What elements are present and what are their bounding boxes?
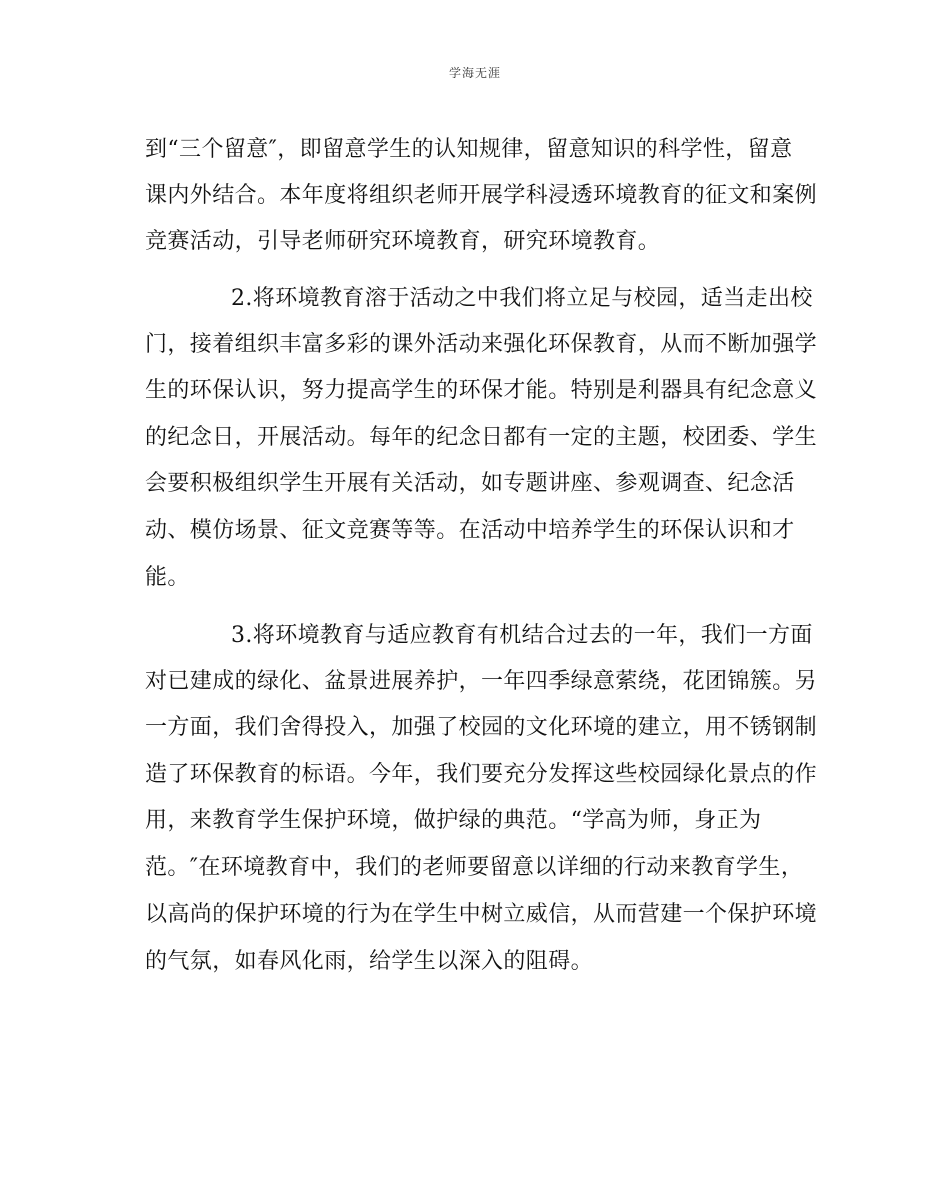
page-header: 学海无涯 [448,66,501,80]
text-line: 会要积极组织学生开展有关活动，如专题讲座、参观调查、纪念活 [145,471,795,496]
text-line: 以高尚的保护环境的行为在学生中树立威信，从而营建一个保护环境 [145,902,818,927]
text-line: 一方面，我们舍得投入，加强了校园的文化环境的建立，用不锈钢制 [145,715,818,740]
text-line: 门，接着组织丰富多彩的课外活动来强化环保教育，从而不断加强学 [145,332,818,357]
text-line: 范。″在环境教育中，我们的老师要留意以详细的行动来教育学生， [145,855,804,880]
text-line: 到“三个留意″，即留意学生的认知规律，留意知识的科学性，留意 [145,137,793,162]
text-line: 造了环保教育的标语。今年，我们要充分发挥这些校园绿化景点的作 [145,762,818,787]
text-line: 的纪念日，开展活动。每年的纪念日都有一定的主题，校团委、学生 [145,425,818,450]
text-line: 课内外结合。本年度将组织老师开展学科浸透环境教育的征文和案例 [145,183,818,208]
text-line: 生的环保认识，努力提高学生的环保才能。特别是利器具有纪念意义 [145,378,818,403]
text-line: 的气氛，如春风化雨，给学生以深入的阻碍。 [145,949,594,974]
text-line: 对已建成的绿化、盆景进展养护，一年四季绿意萦绕，花团锦簇。另 [145,669,818,694]
paragraph-3-start: 3.将环境教育与适应教育有机结合过去的一年，我们一方面 [231,623,813,648]
text-line: 用，来教育学生保护环境，做护绿的典范。“学高为师，身正为 [145,808,762,833]
text-line: 竞赛活动，引导老师研究环境教育，研究环境教育。 [145,229,661,254]
text-line: 能。 [145,565,190,590]
text-line: 动、模仿场景、征文竞赛等等。在活动中培养学生的环保认识和才 [145,518,795,543]
paragraph-2-start: 2.将环境教育溶于活动之中我们将立足与校园，适当走出校 [231,286,813,311]
